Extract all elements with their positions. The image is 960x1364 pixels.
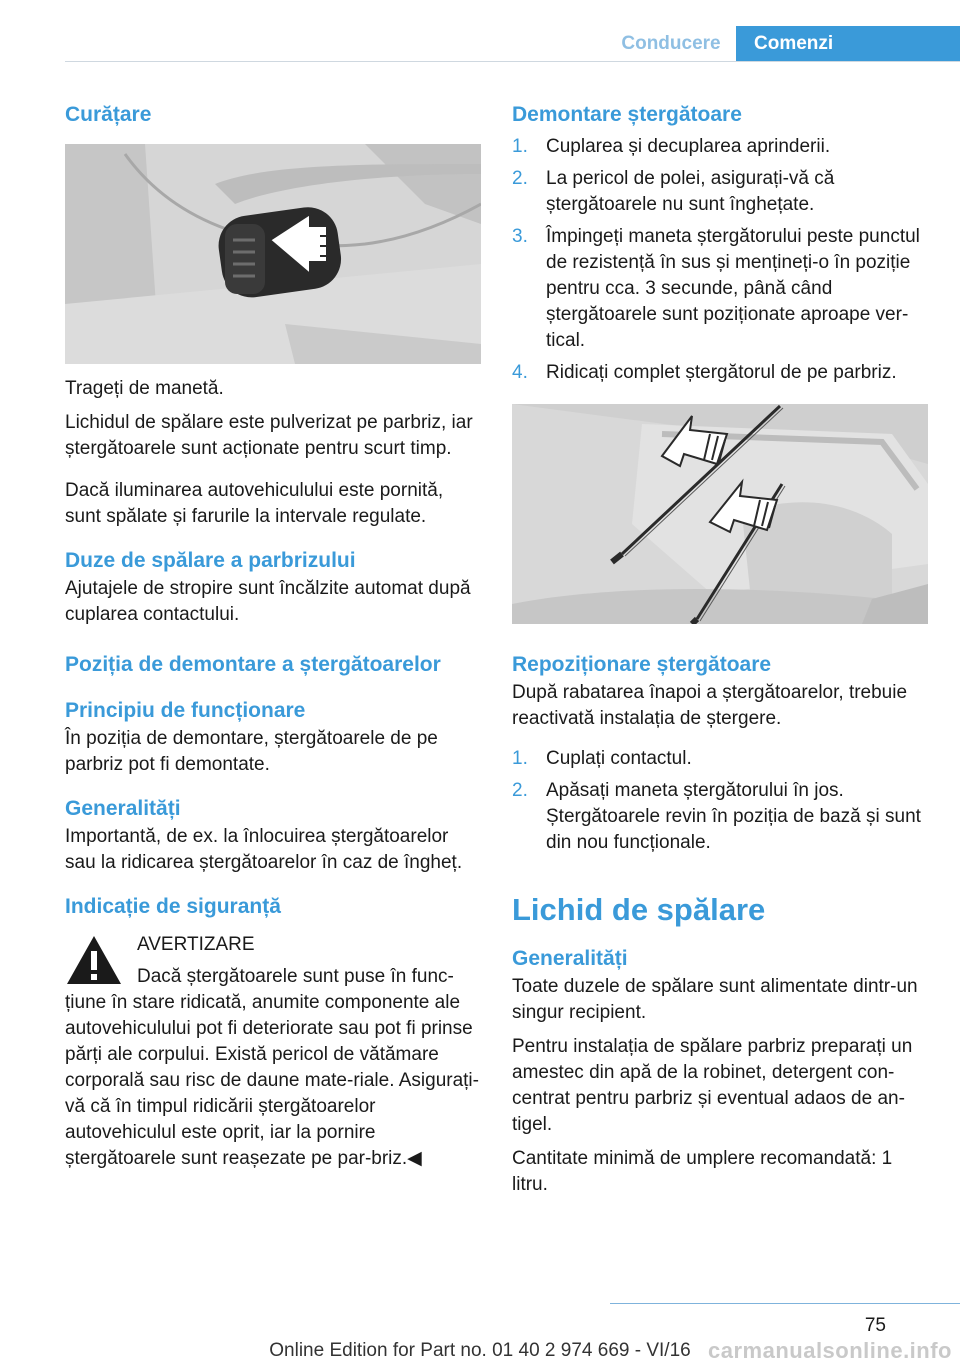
list-item bbox=[512, 746, 928, 772]
step-text: Ridicați complet ștergătorul de pe parbriz. bbox=[546, 362, 897, 383]
text-importanta: Importantă, de ex. la înlocuirea ștergătoarelor sau la ridicarea ștergătoarelor în caz de îngheț. bbox=[65, 826, 463, 873]
text-trageti: Trageți de manetă. bbox=[65, 378, 224, 399]
header-tab-comenzi: Comenzi bbox=[736, 26, 960, 61]
step-number: 3. bbox=[512, 226, 528, 247]
heading-principiu: Principiu de funcționare bbox=[65, 699, 306, 722]
step-number: 2. bbox=[512, 168, 528, 189]
text-principiu: În poziția de demontare, ștergătoarele de pe parbriz pot fi demontate. bbox=[65, 728, 438, 775]
wipers-raised-illustration bbox=[512, 404, 928, 624]
step-text: Cuplați contactul. bbox=[546, 748, 692, 769]
header-tab-conducere: Conducere bbox=[621, 32, 721, 54]
text-repozitionare: După rabatarea înapoi a ștergătoarelor, trebuie reactivată instalația de ștergere. bbox=[512, 682, 908, 729]
step-number: 1. bbox=[512, 136, 528, 157]
heading-lichid: Lichid de spălare bbox=[512, 892, 766, 927]
step-text: Cuplarea și decuplarea aprinderii. bbox=[546, 136, 831, 157]
text-toate-duzele: Toate duzele de spălare sunt alimentate dintr-un singur recipient. bbox=[512, 976, 918, 1023]
step-number: 2. bbox=[512, 780, 528, 801]
step-number: 1. bbox=[512, 748, 528, 769]
heading-repozitionare: Repoziționare ștergătoare bbox=[512, 653, 772, 676]
heading-pozitia-demontare: Poziția de demontare a ștergătoarelor bbox=[65, 653, 441, 676]
footer-rule bbox=[610, 1303, 960, 1304]
warning-first-line: Dacă ștergătoarele sunt puse în func‐ bbox=[137, 966, 454, 987]
list-item bbox=[512, 224, 928, 354]
heading-generalitati-left: Generalități bbox=[65, 797, 181, 820]
heading-curatare: Curățare bbox=[65, 103, 152, 126]
heading-demontare: Demontare ștergătoare bbox=[512, 103, 742, 126]
heading-generalitati-right: Generalități bbox=[512, 947, 628, 970]
text-pentru-instalatia: Pentru instalația de spălare parbriz preparați un amestec din apă de la robinet, detergent con‐centrat pentru parbriz și eventual adaos de an‐tigel. bbox=[512, 1036, 913, 1135]
figure-wiper-stalk bbox=[65, 144, 481, 364]
header-rule bbox=[65, 61, 960, 62]
warning-text: țiune în stare ridicată, anumite componente ale autovehiculului pot fi deteriorate sau pot fi prinse părți ale corpului. Există pericol de vătămare corporală sau risc de daune mate‐riale. Asigurați-vă că în timpul ridicării ștergătoarelor autovehiculul este oprit, iar la pornire ștergătoarele sunt reașezate pe par‐briz.◀ bbox=[65, 992, 479, 1169]
warning-triangle-icon bbox=[65, 934, 123, 986]
list-item bbox=[512, 166, 928, 218]
steps-repozitionare bbox=[512, 746, 928, 856]
list-item bbox=[512, 778, 928, 856]
step-number: 4. bbox=[512, 362, 528, 383]
steps-demontare bbox=[512, 134, 928, 386]
text-daca-iluminarea: Dacă iluminarea autovehiculului este pornită, sunt spălate și farurile la intervale regulate. bbox=[65, 480, 444, 527]
step-text: Apăsați maneta ștergătorului în jos. Ștergătoarele revin în poziția de bază și sunt din nou funcționale. bbox=[546, 780, 921, 853]
watermark-text: carmanualsonline.info bbox=[708, 1338, 952, 1363]
heading-indicatie: Indicație de siguranță bbox=[65, 895, 281, 918]
heading-duze: Duze de spălare a parbrizului bbox=[65, 549, 356, 572]
text-cantitate: Cantitate minimă de umplere recomandată: 1 litru. bbox=[512, 1148, 893, 1195]
edition-note: Online Edition for Part no. 01 40 2 974 669 - VI/16 bbox=[269, 1340, 691, 1361]
text-ajutajele: Ajutajele de stropire sunt încălzite automat după cuplarea contactului. bbox=[65, 578, 471, 625]
text-lichidul: Lichidul de spălare este pulverizat pe parbriz, iar ștergătoarele sunt acționate pentru scurt timp. bbox=[65, 412, 473, 459]
left-column bbox=[65, 100, 481, 1172]
list-item bbox=[512, 360, 928, 386]
step-text: Împingeți maneta ștergătorului peste punctul de rezistență în sus și mențineți-o în poziție pentru cca. 3 secunde, până când ștergătoarele sunt poziționate aproape ver‐tical. bbox=[546, 226, 920, 351]
step-text: La pericol de polei, asigurați-vă că ștergătoarele nu sunt înghețate. bbox=[546, 168, 835, 215]
right-column bbox=[512, 100, 928, 1198]
warning-title: AVERTIZARE bbox=[137, 934, 255, 955]
page-number: 75 bbox=[864, 1315, 886, 1336]
wiper-stalk-illustration bbox=[65, 144, 481, 364]
figure-wipers-raised bbox=[512, 404, 928, 624]
warning-block bbox=[65, 932, 481, 990]
list-item bbox=[512, 134, 928, 160]
